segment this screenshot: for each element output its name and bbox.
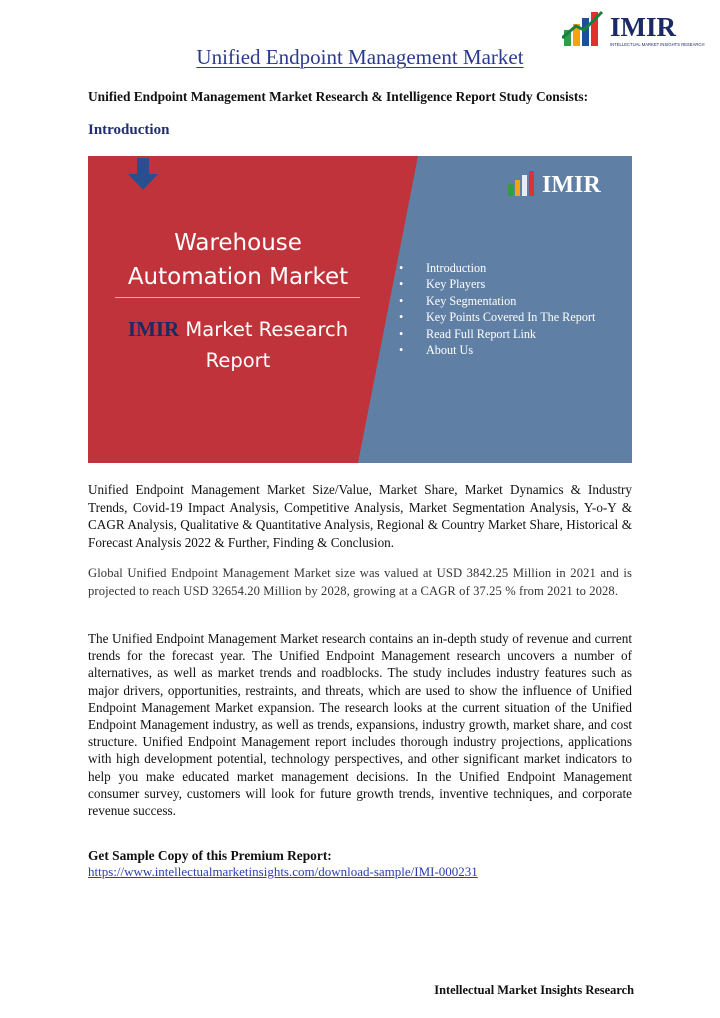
- section-heading-introduction: Introduction: [88, 122, 170, 138]
- banner-imir-logo-icon: [506, 168, 626, 198]
- sample-copy-label: Get Sample Copy of this Premium Report:: [88, 848, 332, 863]
- down-arrow-icon: [128, 158, 158, 192]
- banner-subtitle-line1: Market Research: [179, 318, 349, 341]
- list-item: • Key Segmentation: [396, 293, 595, 309]
- banner-title-line1: Warehouse: [174, 230, 302, 256]
- list-item: • Read Full Report Link: [396, 326, 595, 342]
- banner-divider: [115, 297, 360, 298]
- banner-title: [88, 226, 388, 294]
- sample-report-link[interactable]: https://www.intellectualmarketinsights.com/download-sample/IMI-000231: [88, 864, 478, 879]
- list-item: • About Us: [396, 342, 595, 358]
- logo-wordmark: IMIR: [610, 12, 676, 42]
- report-subtitle: Unified Endpoint Management Market Research & Intelligence Report Study Consists:: [88, 89, 589, 104]
- report-scope-paragraph: Unified Endpoint Management Market Size/Value, Market Share, Market Dynamics & Industry Trends, Covid-19 Impact Analysis, Competitive Analysis, Market Segmentation Analysis, Y-o-Y & CAGR Analysis, Qualitative & Quantitative Analysis, Regional & Country Market Share, Historical & Forecast Analysis 2022 & Further, Finding & Conclusion.: [88, 482, 632, 550]
- footer-company-name: Intellectual Market Insights Research: [434, 983, 634, 997]
- banner-title-line2: Automation Market: [127, 264, 349, 290]
- page-title-text: Unified Endpoint Management Market: [196, 45, 524, 69]
- report-banner-image: [88, 156, 632, 463]
- research-description-paragraph: The Unified Endpoint Management Market research contains an in-depth study of revenue and current trends for the forecast year. The Unified Endpoint Management research uncovers a number of alternatives, as well as market trends and roadblocks. The study includes industry features such as major drivers, opportunities, restraints, and threats, which are used to show the influence of Unified Endpoint Management Market expansion. The research looks at the current situation of the Unified Endpoint Management industry, as well as trends, expansions, industry growth, market share, and cost structure. Unified Endpoint Management report includes thorough industry projections, applications with high development potential, technology perspectives, and other significant market indicators to help you make educated market management decisions. In the Unified Endpoint Management consumer survey, customers will look for future growth trends, inventive techniques, and corporate revenue success.: [88, 631, 632, 819]
- list-item: • Key Players: [396, 276, 595, 292]
- page-title: [0, 44, 720, 70]
- banner-subtitle-line2: Report: [205, 349, 271, 372]
- market-size-paragraph: Global Unified Endpoint Management Market size was valued at USD 3842.25 Million in 2021 and is projected to reach USD 32654.20 Million by 2028, growing at a CAGR of 37.25 % from 2021 to 2028.: [88, 566, 632, 598]
- logo-tagline: INTELLECTUAL MARKET INSIGHTS RESEARCH: [610, 42, 705, 47]
- list-item: • Introduction: [396, 260, 595, 276]
- banner-brand: IMIR: [127, 317, 180, 341]
- list-item: • Key Points Covered In The Report: [396, 309, 595, 325]
- banner-subtitle: [88, 314, 388, 376]
- banner-contents-list: [396, 260, 595, 358]
- banner-logo-wordmark: IMIR: [542, 172, 601, 198]
